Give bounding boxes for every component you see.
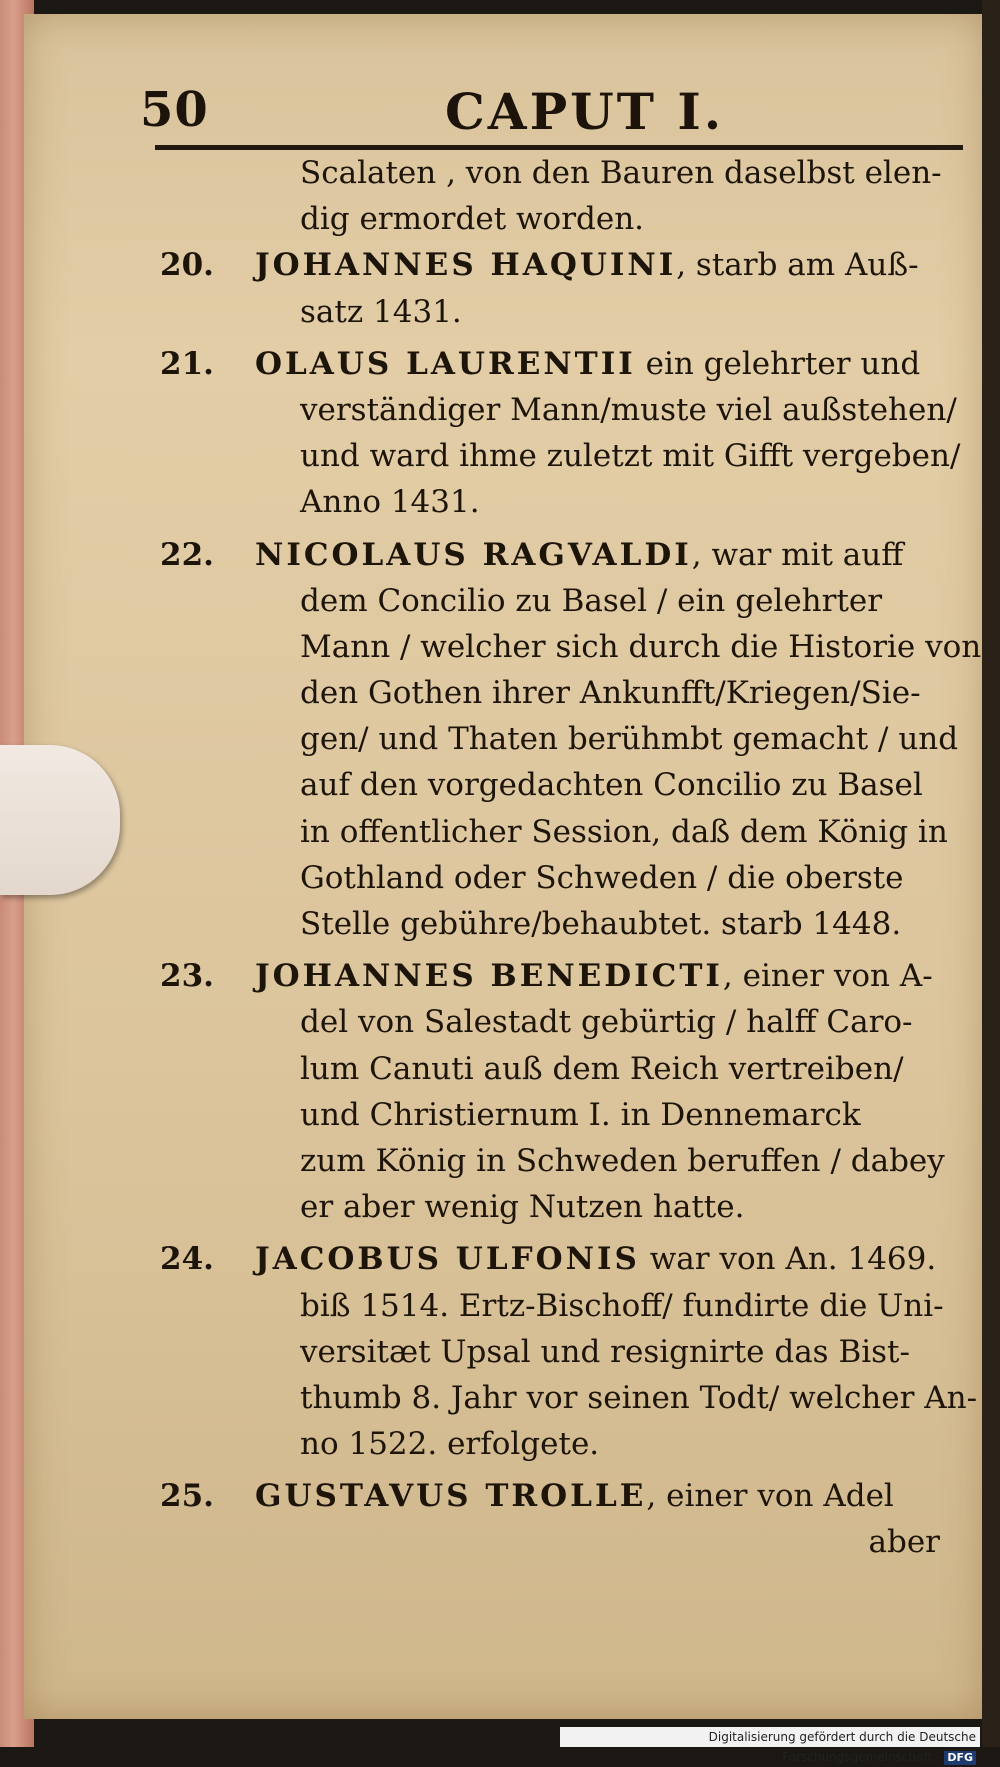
body-text [160, 150, 982, 1561]
entry-number: 25. [160, 1478, 214, 1515]
entry-first-line [160, 242, 980, 288]
running-title: CAPUT I. [445, 82, 725, 141]
text-line: Gothland oder Schweden / die oberste [300, 859, 904, 896]
text-line: Stelle gebühre/behaubtet. starb 1448. [300, 906, 902, 942]
entry-first-line [160, 532, 980, 578]
text-line: den Gothen ihrer Ankunfft/Kriegen/Sie- [300, 675, 921, 712]
text-line: thumb 8. Jahr vor seinen Todt/ welcher An- [300, 1379, 978, 1416]
text-line: Mann / welcher sich durch die Historie von [300, 628, 982, 665]
scan-border [982, 0, 1000, 1747]
entry-name: OLAUS LAURENTII [255, 345, 636, 382]
entry-text: , starb am Auß- [676, 247, 919, 284]
entry-number: 24. [160, 1241, 214, 1278]
text-line: lum Canuti auß dem Reich vertreiben/ [300, 1050, 904, 1087]
entry-name: NICOLAUS RAGVALDI [255, 536, 692, 573]
text-line: del von Salestadt gebürtig / halff Caro- [300, 1004, 913, 1041]
text-line: no 1522. erfolgete. [300, 1426, 600, 1463]
text-line: biß 1514. Ertz-Bischoff/ fundirte die Uni- [300, 1287, 944, 1324]
entry-name: JACOBUS ULFONIS [255, 1241, 640, 1278]
page-number: 50 [140, 82, 209, 138]
entry-number: 22. [160, 536, 214, 573]
text-line: Anno 1431. [300, 484, 480, 521]
entry-first-line [160, 341, 980, 387]
entry-text: ein gelehrter und [635, 345, 921, 382]
entry-text: , war mit auff [691, 536, 904, 573]
entry-text: war von An. 1469. [639, 1241, 937, 1278]
entry-number: 21. [160, 345, 214, 382]
text-line: gen/ und Thaten berühmbt gemacht / und [300, 721, 959, 758]
text-line: versitæt Upsal und resignirte das Bist- [300, 1333, 910, 1370]
entry-name: GUSTAVUS TROLLE [255, 1478, 647, 1515]
entry-text: , einer von Adel [646, 1478, 894, 1515]
text-line: zum König in Schweden beruffen / dabey [300, 1142, 945, 1179]
text-line: auf den vorgedachten Concilio zu Basel [300, 767, 923, 804]
text-line: verständiger Mann/muste viel außstehen/ [300, 391, 957, 428]
text-line: dig ermordet worden. [300, 201, 645, 238]
text-line: satz 1431. [300, 293, 462, 330]
entry-number: 20. [160, 247, 214, 284]
dfg-logo: DFG [944, 1751, 976, 1765]
entry-number: 23. [160, 958, 214, 995]
text-line: und ward ihme zuletzt mit Gifft vergeben/ [300, 438, 961, 475]
text-line: und Christiernum I. in Dennemarck [300, 1096, 861, 1133]
entry-first-line [160, 953, 980, 999]
caption-text: Digitalisierung gefördert durch die Deutsche Forschungsgemeinschaft - [708, 1730, 976, 1764]
text-line: er aber wenig Nutzen hatte. [300, 1189, 745, 1226]
entry-text: , einer von A- [722, 958, 933, 995]
catchword: aber [868, 1524, 940, 1561]
entry-first-line [160, 1473, 980, 1519]
digitization-caption [560, 1727, 980, 1764]
page-header [140, 82, 960, 142]
entry-first-line [160, 1236, 980, 1282]
text-line: dem Concilio zu Basel / ein gelehrter [300, 582, 883, 619]
entry-name: JOHANNES BENEDICTI [255, 958, 723, 995]
text-line: Scalaten , von den Bauren daselbst elen- [300, 155, 942, 191]
text-line: in offentlicher Session, daß dem König in [300, 813, 948, 850]
entry-name: JOHANNES HAQUINI [255, 247, 677, 284]
